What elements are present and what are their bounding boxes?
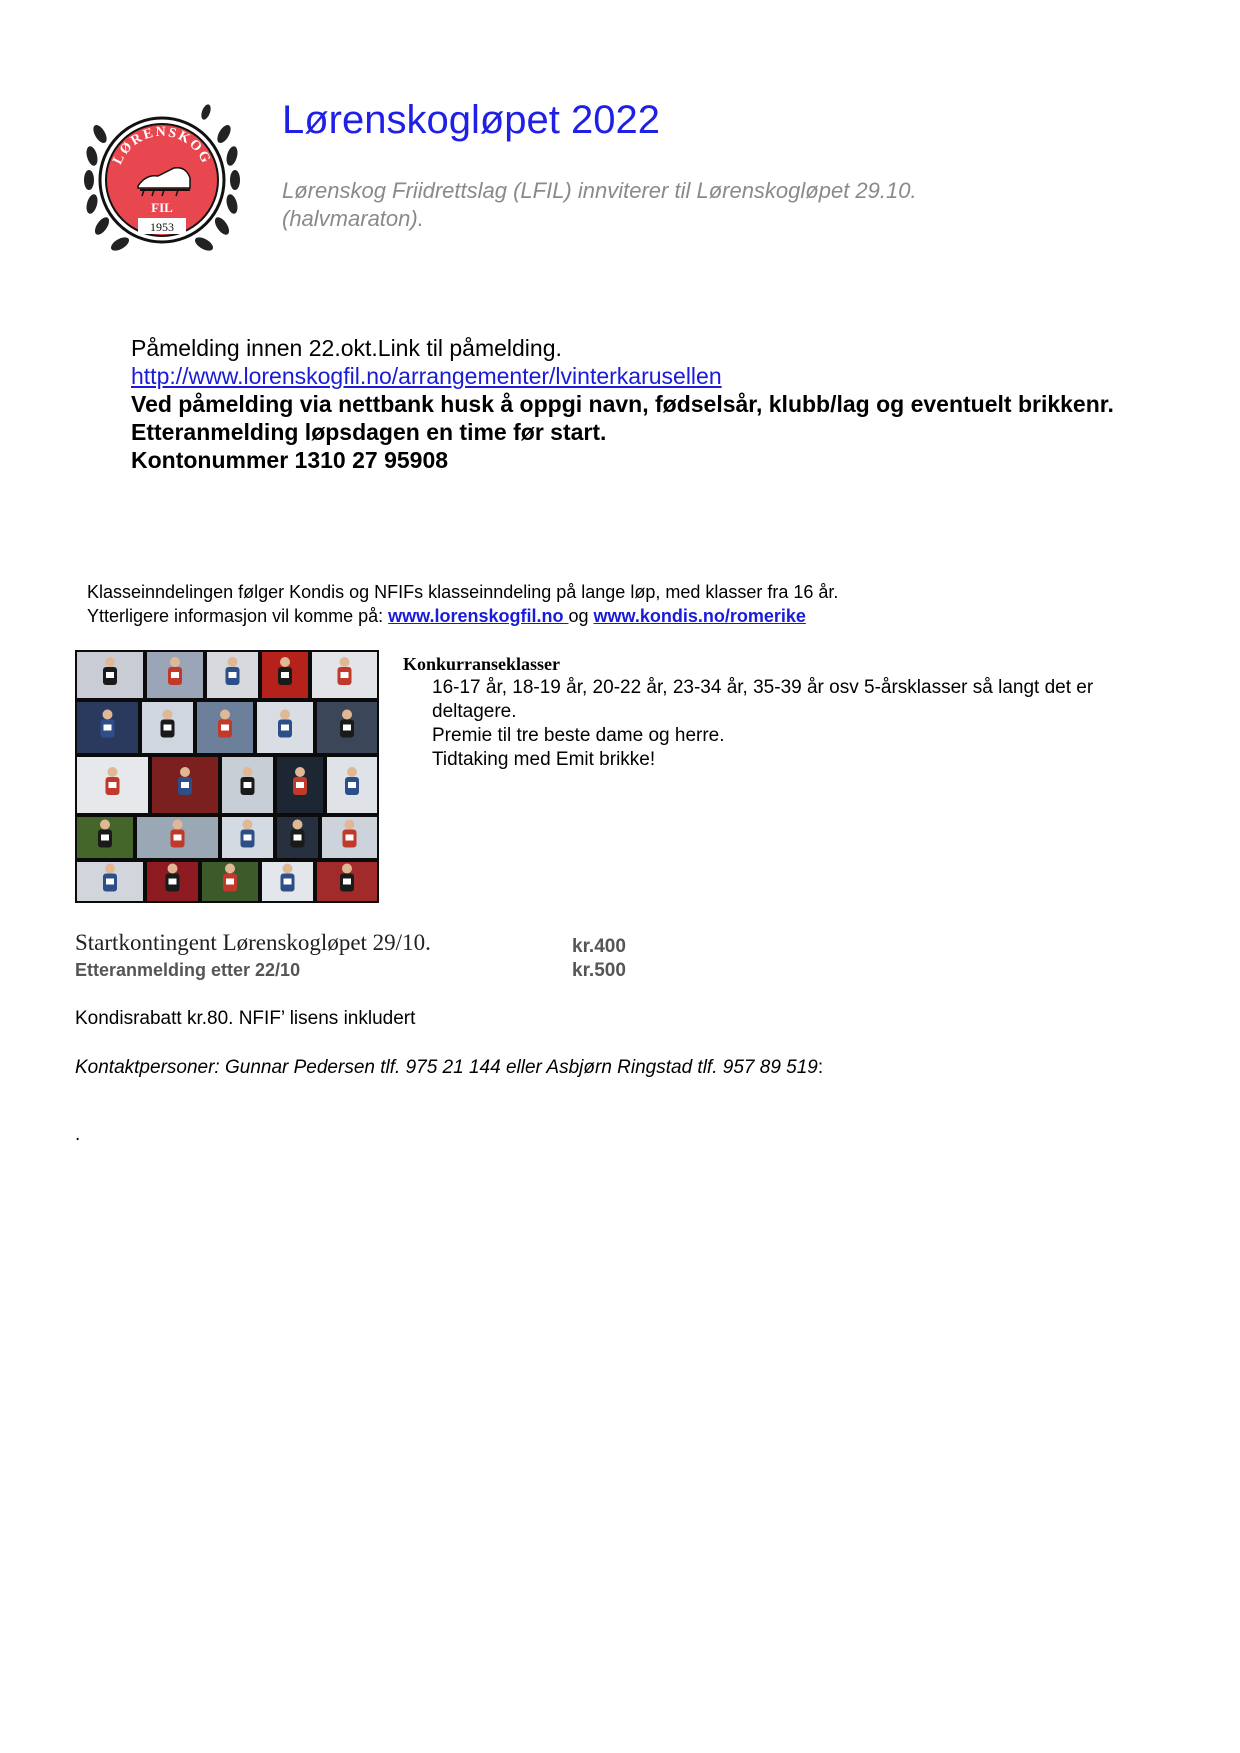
runner-bib [106,672,114,678]
logo-text-year: 1953 [150,220,174,234]
runner-bib [104,725,112,731]
runner-head [108,767,118,777]
class-info-section [87,580,838,628]
runner-bib [284,879,292,885]
kondis-romerike-link[interactable]: www.kondis.no/romerike [593,606,806,626]
runner-bib [164,725,172,731]
discount-note: Kondisrabatt kr.80. NFIF’ lisens inkludert [75,1008,416,1029]
runner-bib [221,725,229,731]
runner-head [340,657,350,667]
registration-deadline: Påmelding innen 22.okt.Link til påmelding. [131,335,562,361]
lorenskogfil-link[interactable]: www.lorenskogfil.no [388,606,569,626]
runner-bib [171,672,179,678]
runner-head [168,864,178,874]
contact-persons-text: Kontaktpersoner: Gunnar Pedersen tlf. 975 21 144 eller Asbjørn Ringstad tlf. 957 89 519 [75,1057,818,1078]
runner-bib [294,835,302,841]
runner-head [295,767,305,777]
runner-head [100,820,110,830]
logo-text-fil: FIL [151,200,173,215]
runner-bib [174,835,182,841]
start-fee-label: Startkontingent Lørenskogløpet 29/10. [75,930,431,955]
runner-bib [109,782,117,788]
more-info-connector: og [568,606,594,626]
runner-head [105,864,115,874]
logo-text-top: LØRENSKOG [110,124,214,168]
runner-bib [281,725,289,731]
runner-head [283,864,293,874]
contact-persons [75,1057,823,1079]
registration-bank-note: Ved påmelding via nettbank husk å oppgi navn, fødselsår, klubb/lag og eventuelt brikkenr. [131,391,1114,417]
runners-photo-collage [75,650,379,903]
runner-bib [348,782,356,788]
page-subtitle: Lørenskog Friidrettslag (LFIL) innviterer til Lørenskogløpet 29.10. (halvmaraton). [282,178,917,231]
runner-bib [169,879,177,885]
competition-line-timing: Tidtaking med Emit brikke! [432,749,656,770]
runner-head [243,820,253,830]
runner-bib [181,782,189,788]
more-info-prefix: Ytterligere informasjon vil komme på: [87,606,389,626]
runner-head [220,710,230,720]
runner-head [163,710,173,720]
runner-head [170,657,180,667]
runner-bib [101,835,109,841]
runner-bib [346,835,354,841]
late-registration-note: Etteranmelding løpsdagen en time før start. [131,419,607,445]
competition-line-prizes: Premie til tre beste dame og herre. [432,725,725,746]
runner-bib [244,835,252,841]
contact-persons-suffix: : [817,1057,824,1078]
runner-bib [296,782,304,788]
club-logo [82,104,242,256]
runner-head [228,657,238,667]
runner-head [342,864,352,874]
runner-head [345,820,355,830]
runner-head [243,767,253,777]
registration-section [131,334,1131,474]
runner-head [280,710,290,720]
runner-bib [244,782,252,788]
runner-head [105,657,115,667]
runner-bib [341,672,349,678]
start-fee-value: kr.400 [572,936,626,957]
account-number: Kontonummer 1310 27 95908 [131,447,449,473]
late-fee-value: kr.500 [572,960,626,981]
runner-bib [343,879,351,885]
runner-bib [229,672,237,678]
runner-head [173,820,183,830]
trailing-dot: . [75,1124,81,1145]
registration-link[interactable]: http://www.lorenskogfil.no/arrangementer/lvinterkarusellen [131,363,722,389]
runner-head [347,767,357,777]
competition-line-classes: 16-17 år, 18-19 år, 20-22 år, 23-34 år, 35-39 år osv 5-årsklasser så langt det er deltagere. [432,677,1094,722]
more-info-line [87,604,838,628]
runner-head [293,820,303,830]
runner-head [280,657,290,667]
late-fee-label: Etteranmelding etter 22/10 [75,960,301,980]
runner-bib [281,672,289,678]
class-info-line: Klasseinndelingen følger Kondis og NFIFs klasseinndeling på lange løp, med klasser fra 16 år. [87,582,839,602]
runner-head [180,767,190,777]
runner-head [103,710,113,720]
competition-heading: Konkurranseklasser [403,654,561,674]
runner-head [342,710,352,720]
runner-bib [106,879,114,885]
runner-head [225,864,235,874]
runner-bib [343,725,351,731]
page-title: Lørenskogløpet 2022 [282,98,661,142]
competition-classes [403,652,1123,772]
runner-bib [226,879,234,885]
club-badge-icon [82,104,242,256]
